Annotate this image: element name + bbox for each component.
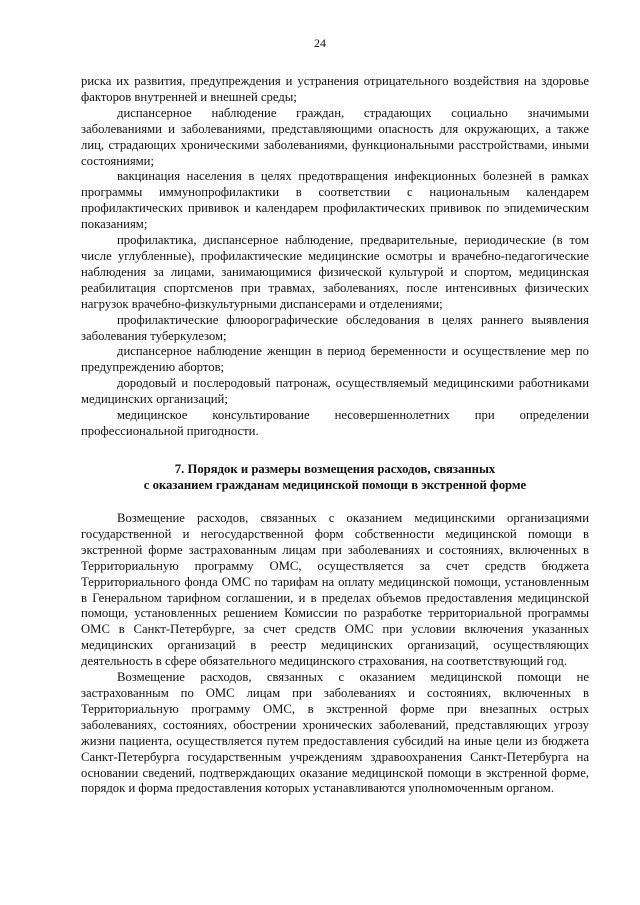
list-paragraph: профилактические флюорографические обследования в целях раннего выявления заболевания туберкулезом; <box>81 312 589 343</box>
list-paragraph: медицинское консультирование несовершеннолетних при определении профессиональной пригодности. <box>81 408 589 438</box>
page-number: 24 <box>314 36 326 50</box>
list-paragraph-continuation: риска их развития, предупреждения и устранения отрицательного воздействия на здоровье факторов внутренней и внешней среды; <box>81 74 589 104</box>
body-paragraph: Возмещение расходов, связанных с оказанием медицинскими организациями государственной и негосударственной форм собственности медицинской помощи в экстренной форме застрахованным лицам при заболеваниях и состояниях, включенных в Территориальную программу ОМС, осуществляется за счет средств бюджета Территориального фонда ОМС по тарифам на оплату медицинской помощи, установленным в Генеральном тарифном соглашении, и в пределах объемов предоставления медицинской помощи, установленных решением Комиссии по разработке территориальной программы ОМС в Санкт-Петербурге, за счет средств ОМС при условии включения указанных медицинских организаций в реестр медицинских организаций, осуществляющих деятельность в сфере обязательного медицинского страхования, на соответствующий год. <box>81 511 589 669</box>
section-heading <box>81 461 589 493</box>
list-paragraph: дородовый и послеродовый патронаж, осуществляемый медицинскими работниками медицинских организаций; <box>81 376 589 407</box>
list-paragraph: вакцинация населения в целях предотвращения инфекционных болезней в рамках программы иммунопрофилактики в соответствии с национальным календарем профилактических прививок и календарем профилактических прививок по эпидемическим показаниям; <box>81 169 589 232</box>
section-body <box>81 511 589 797</box>
list-paragraph: диспансерное наблюдение граждан, страдающих социально значимыми заболеваниями и заболеваниями, представляющими опасность для окружающих, а также лиц, страдающих хроническими заболеваниями, функциональными расстройствами, иными состояниями; <box>81 105 589 168</box>
body-paragraph: Возмещение расходов, связанных с оказанием медицинской помощи не застрахованным по ОМС лицам при заболеваниях и состояниях, включенных в Территориальную программу ОМС, в экстренной форме при внезапных острых заболеваниях, состояниях, обострении хронических заболеваний, представляющих угрозу жизни пациента, осуществляется путем предоставления субсидий на иные цели из бюджета Санкт-Петербурга государственным учреждениям здравоохранения Санкт-Петербурга на основании сведений, подтверждающих оказание медицинской помощи в экстренной форме, порядок и форма предоставления которых устанавливаются уполномоченным органом. <box>81 670 589 796</box>
section-heading-line2: с оказанием гражданам медицинской помощи в экстренной форме <box>143 478 527 492</box>
list-paragraph: профилактика, диспансерное наблюдение, предварительные, периодические (в том числе углубленные), профилактические медицинские осмотры и врачебно-педагогические наблюдения за лицами, занимающимися физической культурой и спортом, медицинская реабилитация спортсменов при травмах, заболеваниях, после интенсивных физических нагрузок врачебно-физкультурными диспансерами и отделениями; <box>81 233 589 311</box>
section-heading-line1: 7. Порядок и размеры возмещения расходов, связанных <box>174 462 496 476</box>
preventive-measures-list <box>81 74 589 440</box>
list-paragraph: диспансерное наблюдение женщин в период беременности и осуществление мер по предупреждению абортов; <box>81 344 589 375</box>
